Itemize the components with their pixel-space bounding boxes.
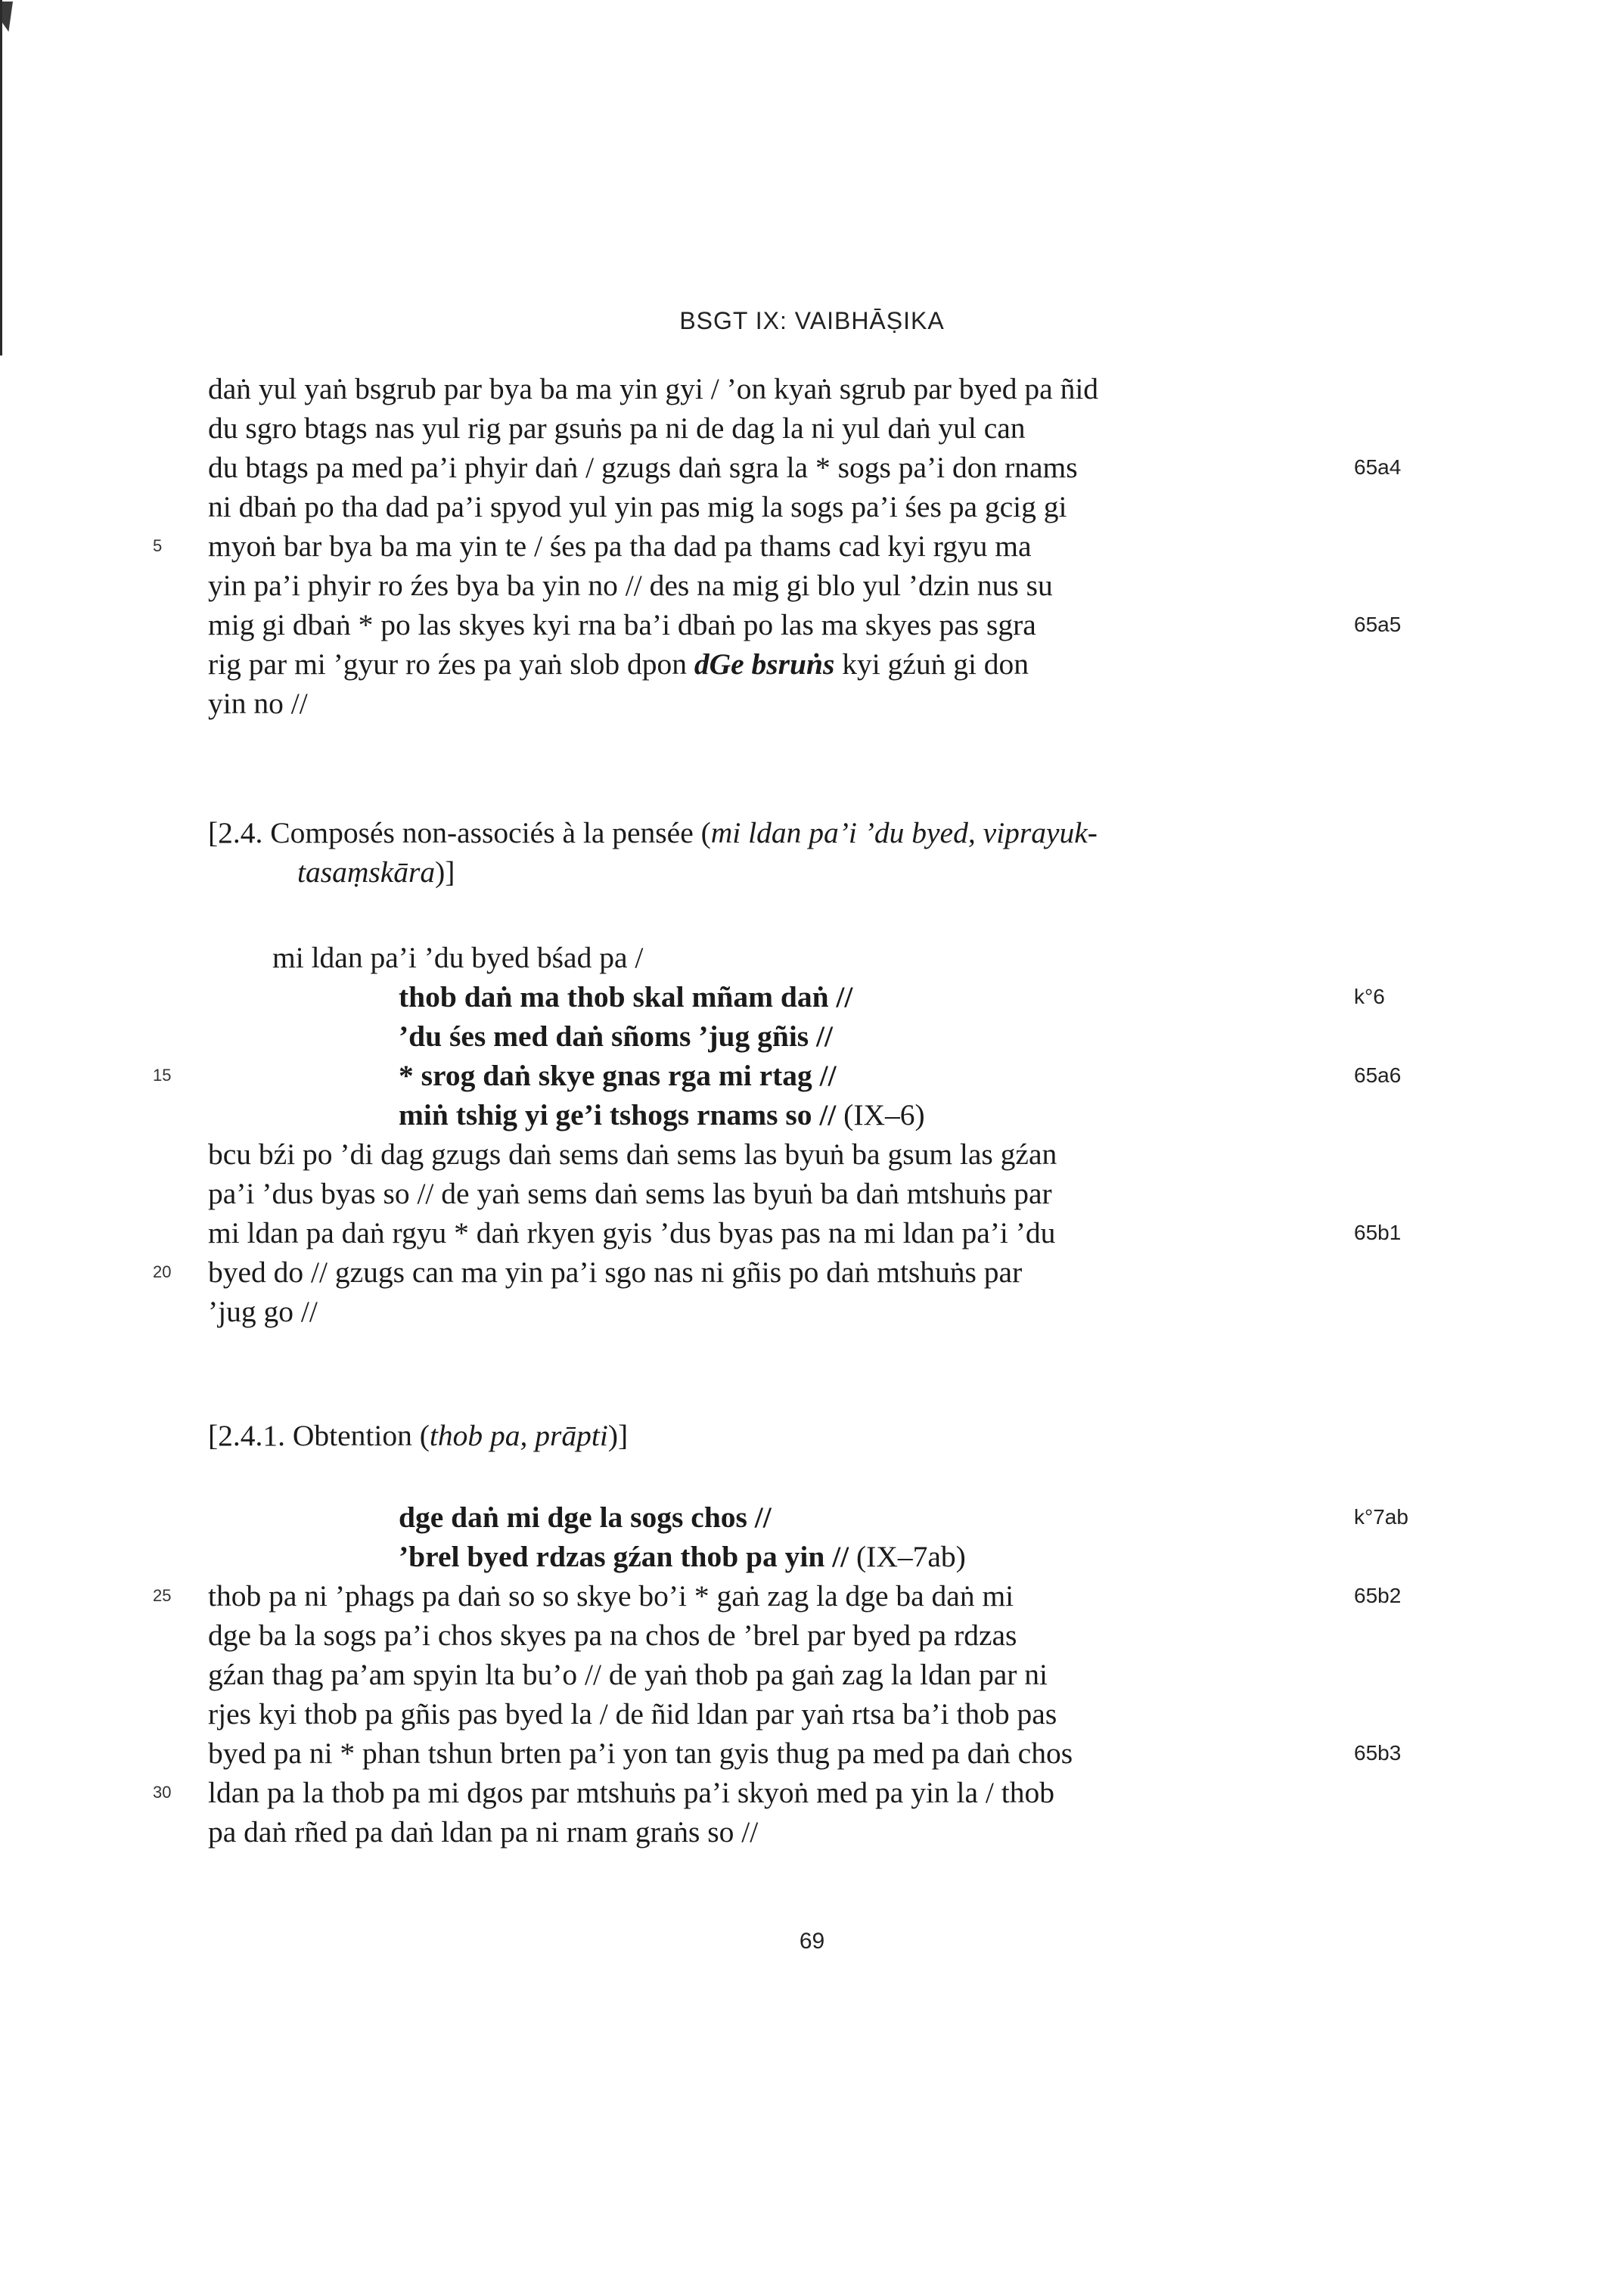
folio-reference: 65a6 [1354,1063,1402,1087]
page-number: 69 [799,1929,825,1954]
section-heading [208,813,1297,852]
scan-edge-artifact [0,0,2,355]
verse-ref: (IX–7ab) [849,1540,966,1573]
verse-ref: (IX–6) [836,1098,925,1131]
text-line: gźan thag pa’am spyin lta bu’o // de yaṅ thob pa gaṅ zag la ldan par ni [208,1658,1048,1691]
text-line: thob pa ni ’phags pa daṅ so so skye bo’i * gaṅ zag la dge ba daṅ mi [208,1579,1014,1613]
scan-corner-artifact [2,2,13,32]
text-line: byed pa ni * phan tshun brten pa’i yon tan gyis thug pa med pa daṅ chos [208,1737,1073,1770]
running-head: BSGT IX: VAIBHĀṢIKA [679,307,945,334]
line-number: 5 [153,536,163,555]
folio-reference: 65b2 [1354,1584,1402,1607]
folio-reference: 65a4 [1354,455,1402,479]
text-line: ’jug go // [208,1295,318,1328]
verse-reference: k°6 [1354,985,1385,1008]
line-number: 25 [153,1586,172,1605]
heading-term: mi ldan pa’i ’du byed, viprayuk- [710,816,1098,849]
text-line: yin pa’i phyir ro źes bya ba yin no // des na mig gi blo yul ’dzin nus su [208,569,1053,602]
text-segment: rig par mi ’gyur ro źes pa yaṅ slob dpon [208,647,694,681]
text-line: daṅ yul yaṅ bsgrub par bya ba ma yin gyi / ’on kyaṅ sgrub par byed pa ñid [208,372,1099,405]
verse-text: miṅ tshig yi ge’i tshogs rnams so // [399,1098,837,1131]
text-line: du btags pa med pa’i phyir daṅ / gzugs daṅ sgra la * sogs pa’i don rnams [208,451,1078,484]
folio-reference: 65b3 [1354,1741,1402,1765]
text-line: dge ba la sogs pa’i chos skyes pa na chos de ’brel par byed pa rdzas [208,1619,1017,1652]
line-number: 15 [153,1066,172,1085]
text-line: du sgro btags nas yul rig par gsuṅs pa ni de dag la ni yul daṅ yul can [208,411,1026,445]
text-segment: kyi gźuṅ gi don [834,647,1029,681]
text-line: yin no // [208,687,308,720]
text-line: mig gi dbaṅ * po las skyes kyi rna ba’i dbaṅ po las ma skyes pas sgra [208,608,1036,641]
heading-text: )] [435,855,455,889]
verse-reference: k°7ab [1354,1505,1408,1529]
section-heading-cont [297,852,1386,892]
verse-line: ’du śes med daṅ sñoms ’jug gñis // [399,1020,833,1053]
line-number: 30 [153,1783,172,1802]
verse-text: ’brel byed rdzas gźan thob pa yin // [399,1540,849,1573]
folio-reference: 65b1 [1354,1221,1402,1244]
verse-line [399,1537,1488,1576]
text-line: ldan pa la thob pa mi dgos par mtshuṅs pa’i skyoṅ med pa yin la / thob [208,1776,1054,1809]
heading-text: [2.4.1. Obtention ( [208,1419,430,1452]
heading-term: thob pa, prāpti [429,1419,608,1452]
verse-line: thob daṅ ma thob skal mñam daṅ // [399,980,853,1014]
text-line: bcu bźi po ’di dag gzugs daṅ sems daṅ sems las byuṅ ba gsum las gźan [208,1138,1057,1171]
text-line: byed do // gzugs can ma yin pa’i sgo nas ni gñis po daṅ mtshuṅs par [208,1256,1023,1289]
intro-line: mi ldan pa’i ’du byed bśad pa / [272,941,644,974]
heading-text: )] [607,1419,629,1452]
verse-line: dge daṅ mi dge la sogs chos // [399,1501,772,1534]
folio-reference: 65a5 [1354,613,1402,636]
text-line: ni dbaṅ po tha dad pa’i spyod yul yin pas mig la sogs pa’i śes pa gcig gi [208,490,1067,523]
verse-line [399,1095,1488,1135]
text-line: pa’i ’dus byas so // de yaṅ sems daṅ sems las byuṅ ba daṅ mtshuṅs par [208,1177,1052,1210]
text-line: myoṅ bar bya ba ma yin te / śes pa tha dad pa thams cad kyi rgyu ma [208,529,1032,563]
heading-term: tasaṃskāra [297,855,436,889]
line-number: 20 [153,1262,172,1281]
heading-text: [2.4. Composés non-associés à la pensée ( [208,816,711,849]
verse-line: * srog daṅ skye gnas rga mi rtag // [399,1059,837,1092]
text-line [208,644,1297,684]
author-name: dGe bsruṅs [694,647,835,681]
text-line: pa daṅ rñed pa daṅ ldan pa ni rnam graṅs so // [208,1815,759,1849]
text-line: mi ldan pa daṅ rgyu * daṅ rkyen gyis ’dus byas pas na mi ldan pa’i ’du [208,1216,1056,1249]
section-heading [208,1416,1297,1455]
text-line: rjes kyi thob pa gñis pas byed la / de ñid ldan par yaṅ rtsa ba’i thob pas [208,1697,1057,1731]
